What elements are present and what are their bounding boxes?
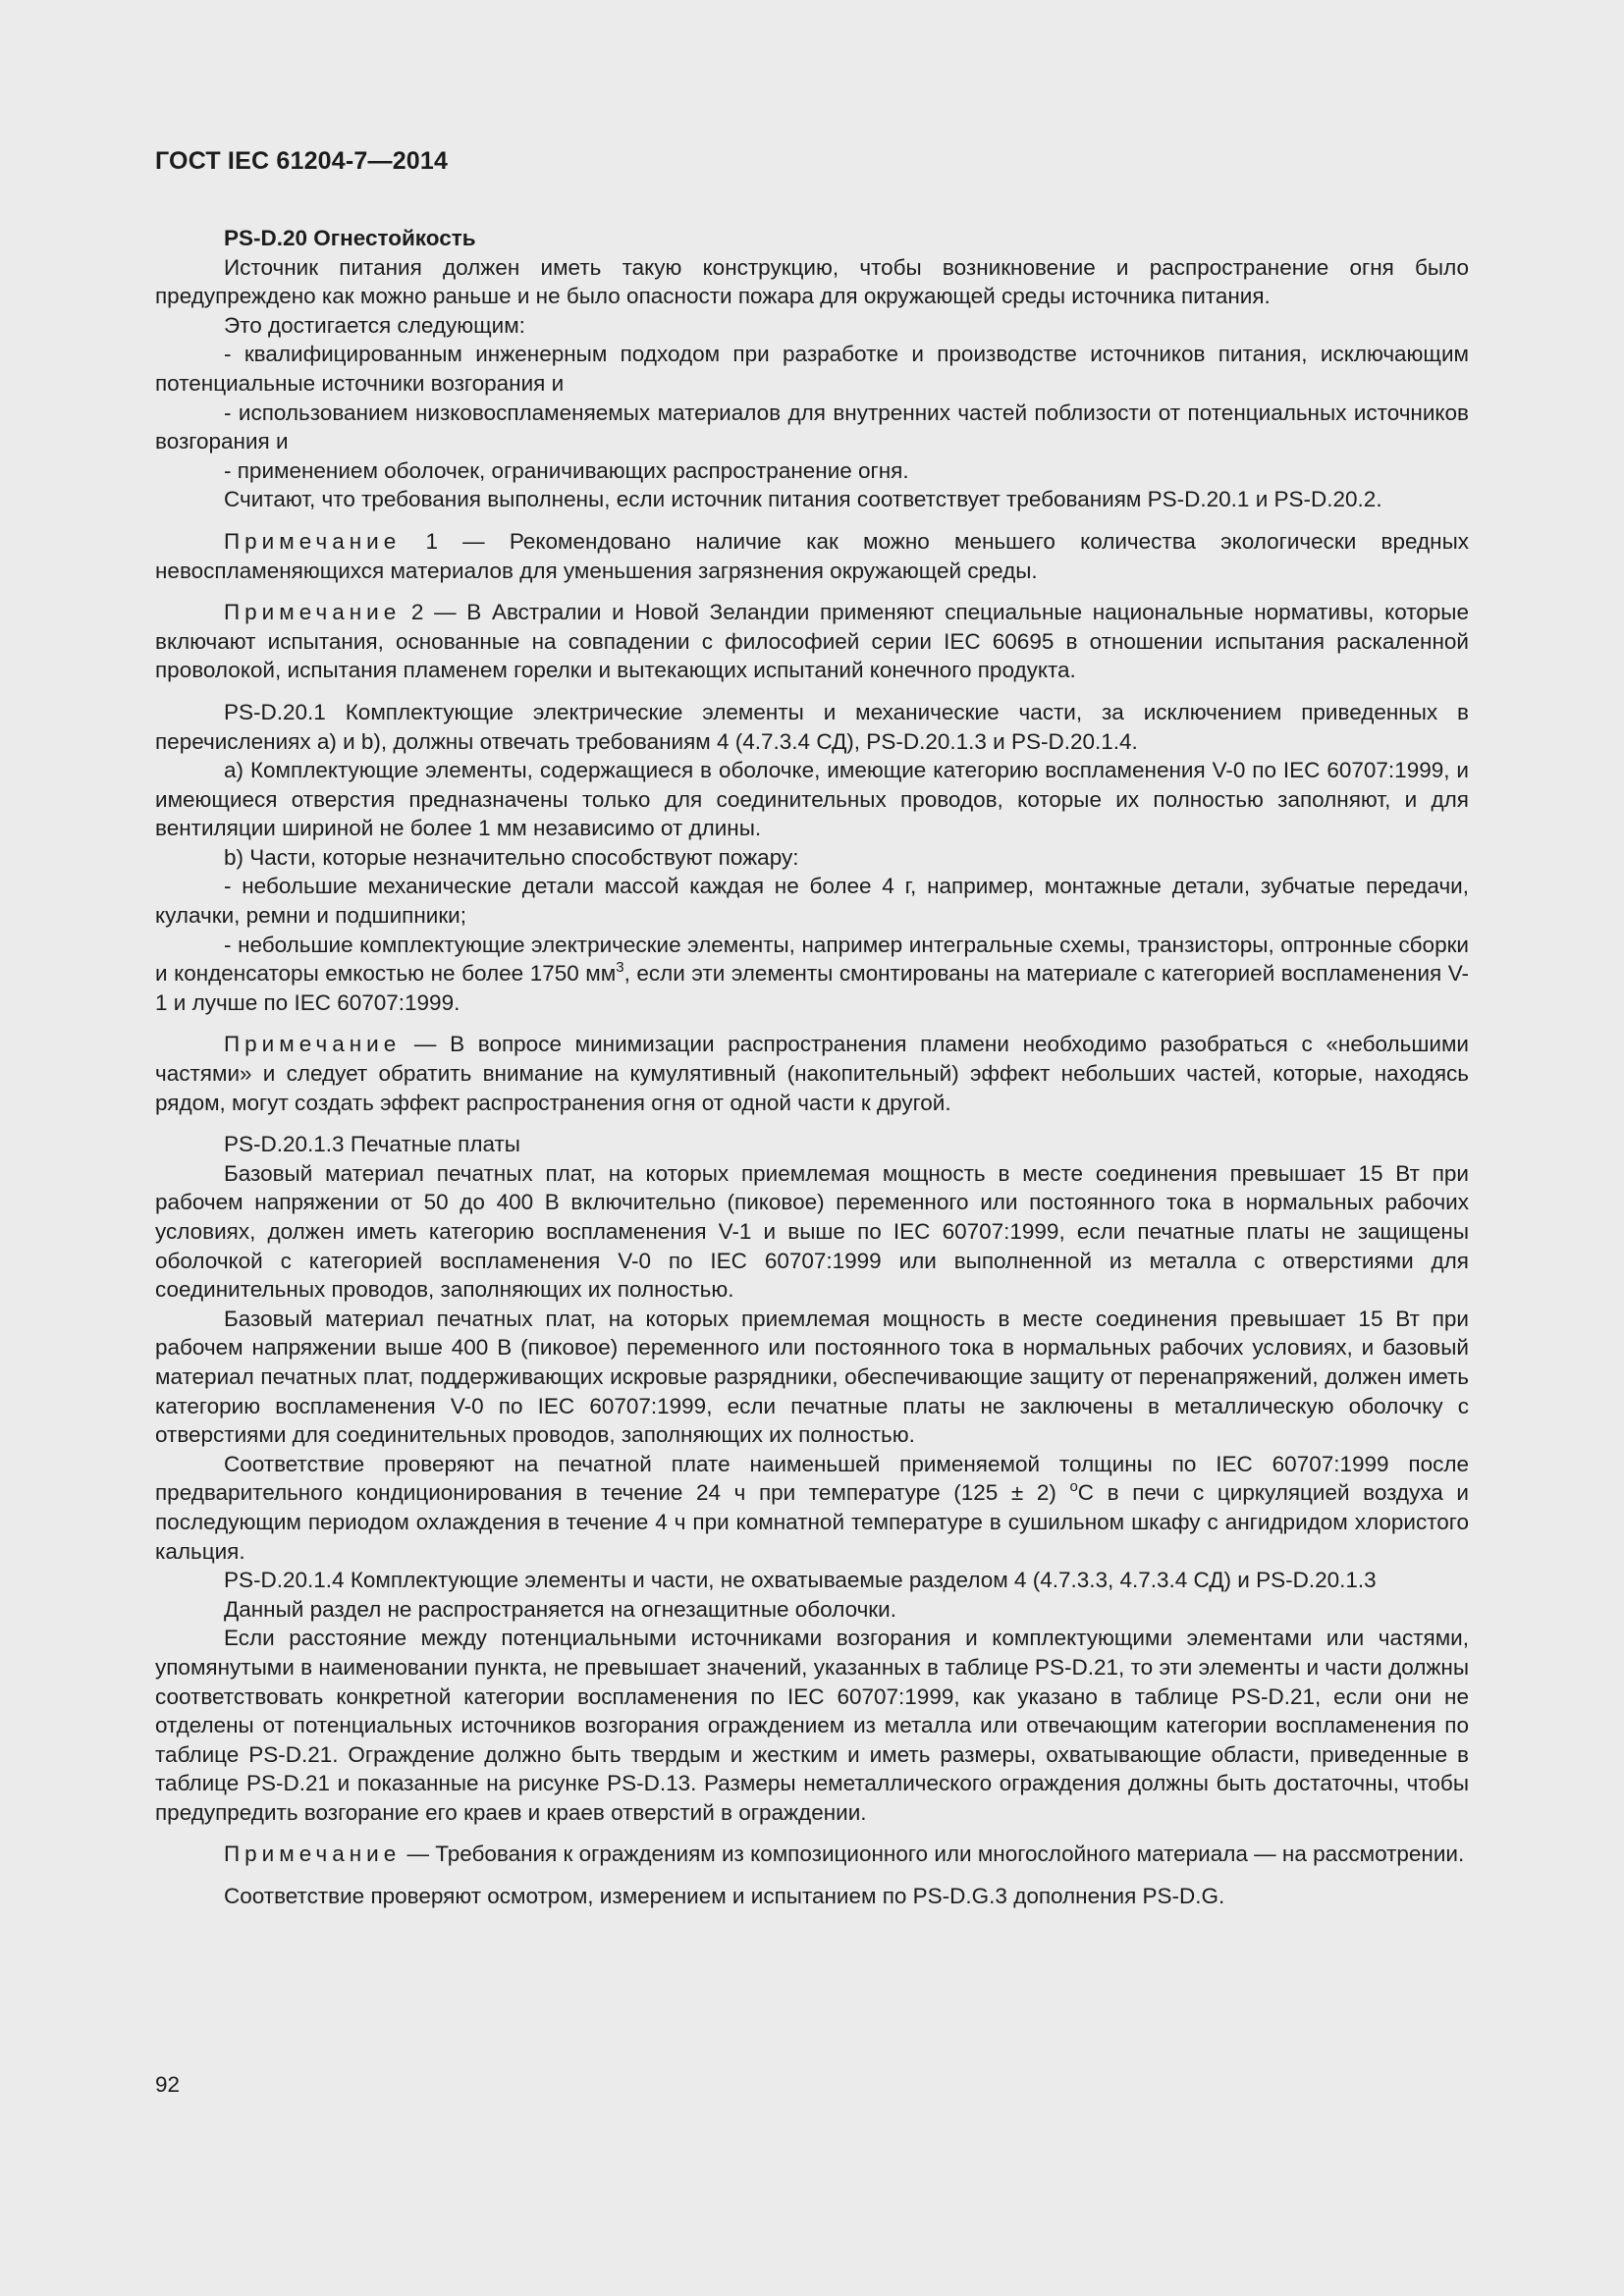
note-label: Примечание bbox=[224, 1032, 402, 1057]
subsection-title: PS-D.20.1.3 Печатные платы bbox=[224, 1132, 520, 1157]
note-text: 1 — Рекомендовано наличие как можно меньшего количества экологически вредных невоспламеняющихся материалов для уменьшения загрязнения окружающей среды. bbox=[155, 528, 1469, 583]
list-item: - применением оболочек, ограничивающих распространение огня. bbox=[224, 457, 909, 483]
text-span: С в печи с циркуляцией воздуха и последующим периодом охлаждения в течение 4 ч при комнатной температуре в сушильном шкафу с ангидридом хлористого кальция. bbox=[155, 1480, 1469, 1564]
paragraph: Считают, что требования выполнены, если источник питания соответствует требованиям PS-D.20.1 и PS-D.20.2. bbox=[224, 487, 1382, 512]
note-label: Примечание bbox=[224, 600, 402, 625]
note-text: 2 — В Австралии и Новой Зеландии применяют специальные национальные нормативы, которые включают испытания, основанные на совпадении с философией серии IEC 60695 в отношении испытания раскаленной проволокой, испытания пламенем горелки и вытекающих испытаний конечного продукта. bbox=[155, 600, 1469, 683]
paragraph: Это достигается следующим: bbox=[224, 312, 525, 338]
note bbox=[155, 598, 1469, 685]
superscript: 3 bbox=[616, 959, 624, 977]
text-span: - небольшие комплектующие электрические элементы, например интегральные схемы, транзисторы, оптронные сборки и конденсаторы емкостью не более 1750 мм bbox=[155, 932, 1469, 987]
paragraph: PS-D.20.1 Комплектующие электрические элементы и механические части, за исключением приведенных в перечислениях а) и b), должны отвечать требованиям 4 (4.7.3.4 СД), PS-D.20.1.3 и PS-D.20.1.4. bbox=[155, 699, 1469, 754]
section-title: PS-D.20 Огнестойкость bbox=[224, 226, 476, 250]
note-text: — Требования к ограждениям из композиционного или многослойного материала — на рассмотрении. bbox=[401, 1842, 1465, 1867]
text-span: Соответствие проверяют на печатной плате наименьшей применяемой толщины по IEC 60707:1999 после предварительного кондиционирования в течение 24 ч при температуре (125 ± 2) bbox=[155, 1451, 1469, 1506]
paragraph: Базовый материал печатных плат, на которых приемлемая мощность в месте соединения превышает 15 Вт при рабочем напряжении от 50 до 400 В включительно (пиковое) переменного или постоянного тока в нормальных рабочих условиях, должен иметь категорию воспламенения V-1 и выше по IEC 60707:1999, если печатные платы не защищены оболочкой с категорией воспламенения V-0 по IEC 60707:1999 или выполненной из металла с отверстиями для соединительных проводов, заполняющих их полностью. bbox=[155, 1160, 1469, 1303]
note-label: Примечание bbox=[224, 1842, 402, 1867]
list-item: - небольшие механические детали массой каждая не более 4 г, например, монтажные детали, зубчатые передачи, кулачки, ремни и подшипники; bbox=[155, 874, 1469, 929]
note bbox=[155, 1840, 1469, 1869]
paragraph: Источник питания должен иметь такую конструкцию, чтобы возникновение и распространение огня было предупреждено как можно раньше и не было опасности пожара для окружающей среды источника питания. bbox=[155, 254, 1469, 309]
paragraph: Базовый материал печатных плат, на которых приемлемая мощность в месте соединения превышает 15 Вт при рабочем напряжении выше 400 В (пиковое) переменного или постоянного тока в нормальных рабочих условиях, и базовый материал печатных плат, поддерживающих искровые разрядники, обеспечивающие защиту от перенапряжений, должен иметь категорию воспламенения V-0 по IEC 60707:1999, если печатные платы не заключены в металлическую оболочку с отверстиями для соединительных проводов, заполняющих их полностью. bbox=[155, 1306, 1469, 1448]
paragraph: Если расстояние между потенциальными источниками возгорания и комплектующими элементами или частями, упомянутыми в наименовании пункта, не превышает значений, указанных в таблице PS-D.21, то эти элементы и части должны соответствовать конкретной категории воспламенения по IEC 60707:1999, как указано в таблице PS-D.21, если они не отделены от потенциальных источников возгорания ограждением из металла или отвечающим категории воспламенения по таблице PS-D.21. Ограждение должно быть твердым и жестким и иметь размеры, охватывающие области, приведенные в таблице PS-D.21 и показанные на рисунке PS-D.13. Размеры неметаллического ограждения должны быть достаточны, чтобы предупредить возгорание его краев и краев отверстий в ограждении. bbox=[155, 1626, 1469, 1825]
list-item: - квалифицированным инженерным подходом при разработке и производстве источников питания, исключающим потенциальные источники возгорания и bbox=[155, 342, 1469, 396]
document-header: ГОСТ IEC 61204-7—2014 bbox=[155, 147, 449, 175]
list-item bbox=[155, 931, 1469, 1018]
document-body bbox=[155, 224, 1469, 1911]
page-number: 92 bbox=[155, 2072, 181, 2097]
note-text: — В вопросе минимизации распространения пламени необходимо разобраться с «небольшими частями» и следует обратить внимание на кумулятивный (накопительный) эффект небольших частей, которые, находясь рядом, могут создать эффект распространения огня от одной части к другой. bbox=[155, 1032, 1469, 1115]
subsection-title: PS-D.20.1.4 Комплектующие элементы и части, не охватываемые разделом 4 (4.7.3.3, 4.7.3.4 СД) и PS-D.20.1.3 bbox=[224, 1568, 1377, 1593]
note bbox=[155, 527, 1469, 585]
text-span: , если эти элементы смонтированы на материале с категорией воспламенения V-1 и лучше по IEC 60707:1999. bbox=[155, 961, 1470, 1015]
superscript: o bbox=[1069, 1478, 1078, 1496]
note-label: Примечание bbox=[224, 528, 402, 554]
note bbox=[155, 1030, 1469, 1117]
paragraph: Данный раздел не распространяется на огнезащитные оболочки. bbox=[224, 1596, 896, 1622]
list-item: а) Комплектующие элементы, содержащиеся в оболочке, имеющие категорию воспламенения V-0 по IEC 60707:1999, и имеющиеся отверстия предназначены только для соединительных проводов, которые их полностью заполняют, и для вентиляции шириной не более 1 мм независимо от длины. bbox=[155, 758, 1469, 841]
paragraph: Соответствие проверяют осмотром, измерением и испытанием по PS-D.G.3 дополнения PS-D.G. bbox=[224, 1884, 1225, 1909]
paragraph bbox=[155, 1450, 1469, 1566]
list-item: b) Части, которые незначительно способствуют пожару: bbox=[224, 844, 799, 870]
list-item: - использованием низковоспламеняемых материалов для внутренних частей поблизости от потенциальных источников возгорания и bbox=[155, 400, 1469, 454]
